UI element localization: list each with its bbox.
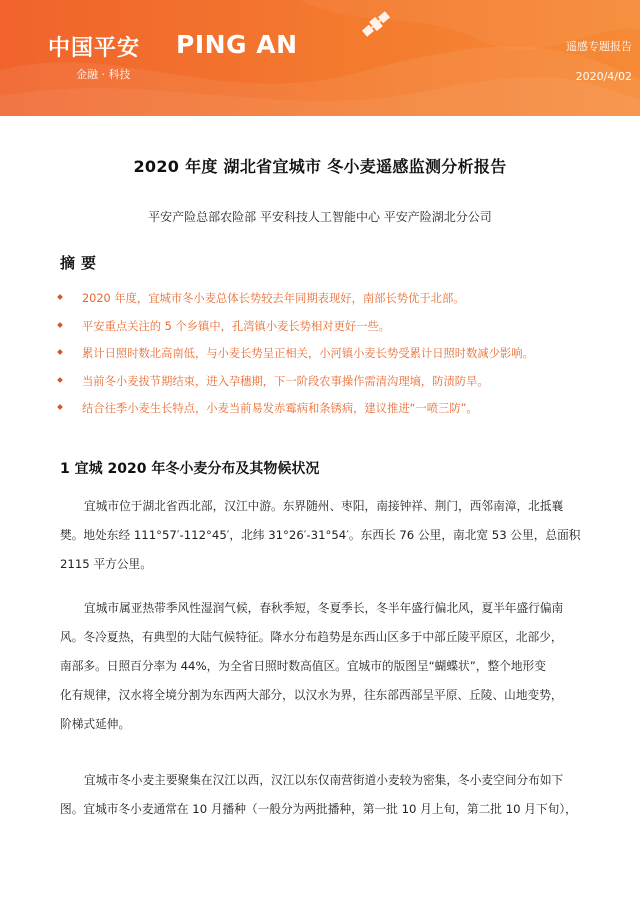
paragraph-line: 图。宜城市冬小麦通常在 10 月播种（一般分为两批播种，第一批 10 月上旬，第二批 10 月下旬），: [60, 802, 577, 816]
paragraph-line: 2115 平方公里。: [60, 557, 152, 571]
satellite-icon: [358, 6, 394, 42]
section1-heading: 1 宜城 2020 年冬小麦分布及其物候状况: [60, 461, 320, 477]
paragraph-line: 宜城市冬小麦主要聚集在汉江以西，汉江以东仅南营街道小麦较为密集，冬小麦空间分布如下: [84, 773, 564, 787]
section1-paragraph-climate: [60, 594, 584, 739]
abstract-bullet-text: 平安重点关注的 5 个乡镇中，孔湾镇小麦长势相对更好一些。: [82, 319, 391, 333]
paragraph-line: 阶梯式延伸。: [60, 717, 131, 731]
logo-english: PING AN: [176, 30, 298, 59]
abstract-bullet-text: 2020 年度，宜城市冬小麦总体长势较去年同期表现好，南部长势优于北部。: [82, 292, 465, 305]
paragraph-line: 化有规律，汉水将全境分割为东西两大部分，以汉水为界，往东部西部呈平原、丘陵、山地变势，: [60, 688, 563, 702]
report-date: 2020/4/02: [575, 70, 632, 83]
bullet-diamond-icon: [57, 322, 63, 328]
paragraph-line: 樊。地处东经 111°57′-112°45′，北纬 31°26′-31°54′。东西长 76 公里，南北宽 53 公里，总面积: [60, 528, 581, 542]
paragraph-line: 风。冬冷夏热，有典型的大陆气候特征。降水分布趋势是东西山区多于中部丘陵平原区，北部少，: [60, 630, 563, 644]
abstract-heading: 摘要: [60, 254, 103, 272]
abstract-bullet: [58, 400, 598, 428]
abstract-bullet-text: 当前冬小麦拔节期结束，进入孕穗期，下一阶段农事操作需清沟理墒，防渍防旱。: [82, 374, 489, 388]
section1-paragraph-distribution: [60, 766, 584, 824]
abstract-bullet-text: 结合往季小麦生长特点，小麦当前易发赤霉病和条锈病，建议推进“一喷三防”。: [82, 402, 478, 415]
report-header: [0, 0, 640, 116]
logo-tagline: 金融 · 科技: [76, 68, 131, 81]
bullet-diamond-icon: [57, 349, 63, 355]
organizations-line: 平安产险总部农险部 平安科技人工智能中心 平安产险湖北分公司: [148, 210, 492, 224]
abstract-bullet-list: [58, 290, 598, 428]
abstract-bullet: [58, 290, 598, 318]
report-title: 2020 年度 湖北省宜城市 冬小麦遥感监测分析报告: [133, 157, 507, 176]
paragraph-line: 南部多。日照百分率为 44%，为全省日照时数高值区。宜城市的版图呈“蝴蝶状”，整个地形变: [60, 659, 546, 673]
paragraph-line: 宜城市位于湖北省西北部，汉江中游。东界随州、枣阳，南接钟祥、荆门，西邻南漳，北抵襄: [84, 499, 564, 513]
bullet-diamond-icon: [57, 294, 63, 300]
bullet-diamond-icon: [57, 404, 63, 410]
paragraph-line: 宜城市属亚热带季风性湿润气候，春秋季短，冬夏季长，冬半年盛行偏北风，夏半年盛行偏南: [84, 601, 564, 615]
report-type-label: 遥感专题报告: [566, 40, 632, 53]
abstract-bullet: [58, 373, 598, 401]
logo-chinese: 中国平安: [48, 36, 141, 61]
abstract-bullet: [58, 318, 598, 346]
bullet-diamond-icon: [57, 377, 63, 383]
abstract-bullet: [58, 345, 598, 373]
section1-paragraph-location: [60, 492, 584, 579]
abstract-bullet-text: 累计日照时数北高南低，与小麦长势呈正相关，小河镇小麦长势受累计日照时数减少影响。: [82, 347, 534, 360]
